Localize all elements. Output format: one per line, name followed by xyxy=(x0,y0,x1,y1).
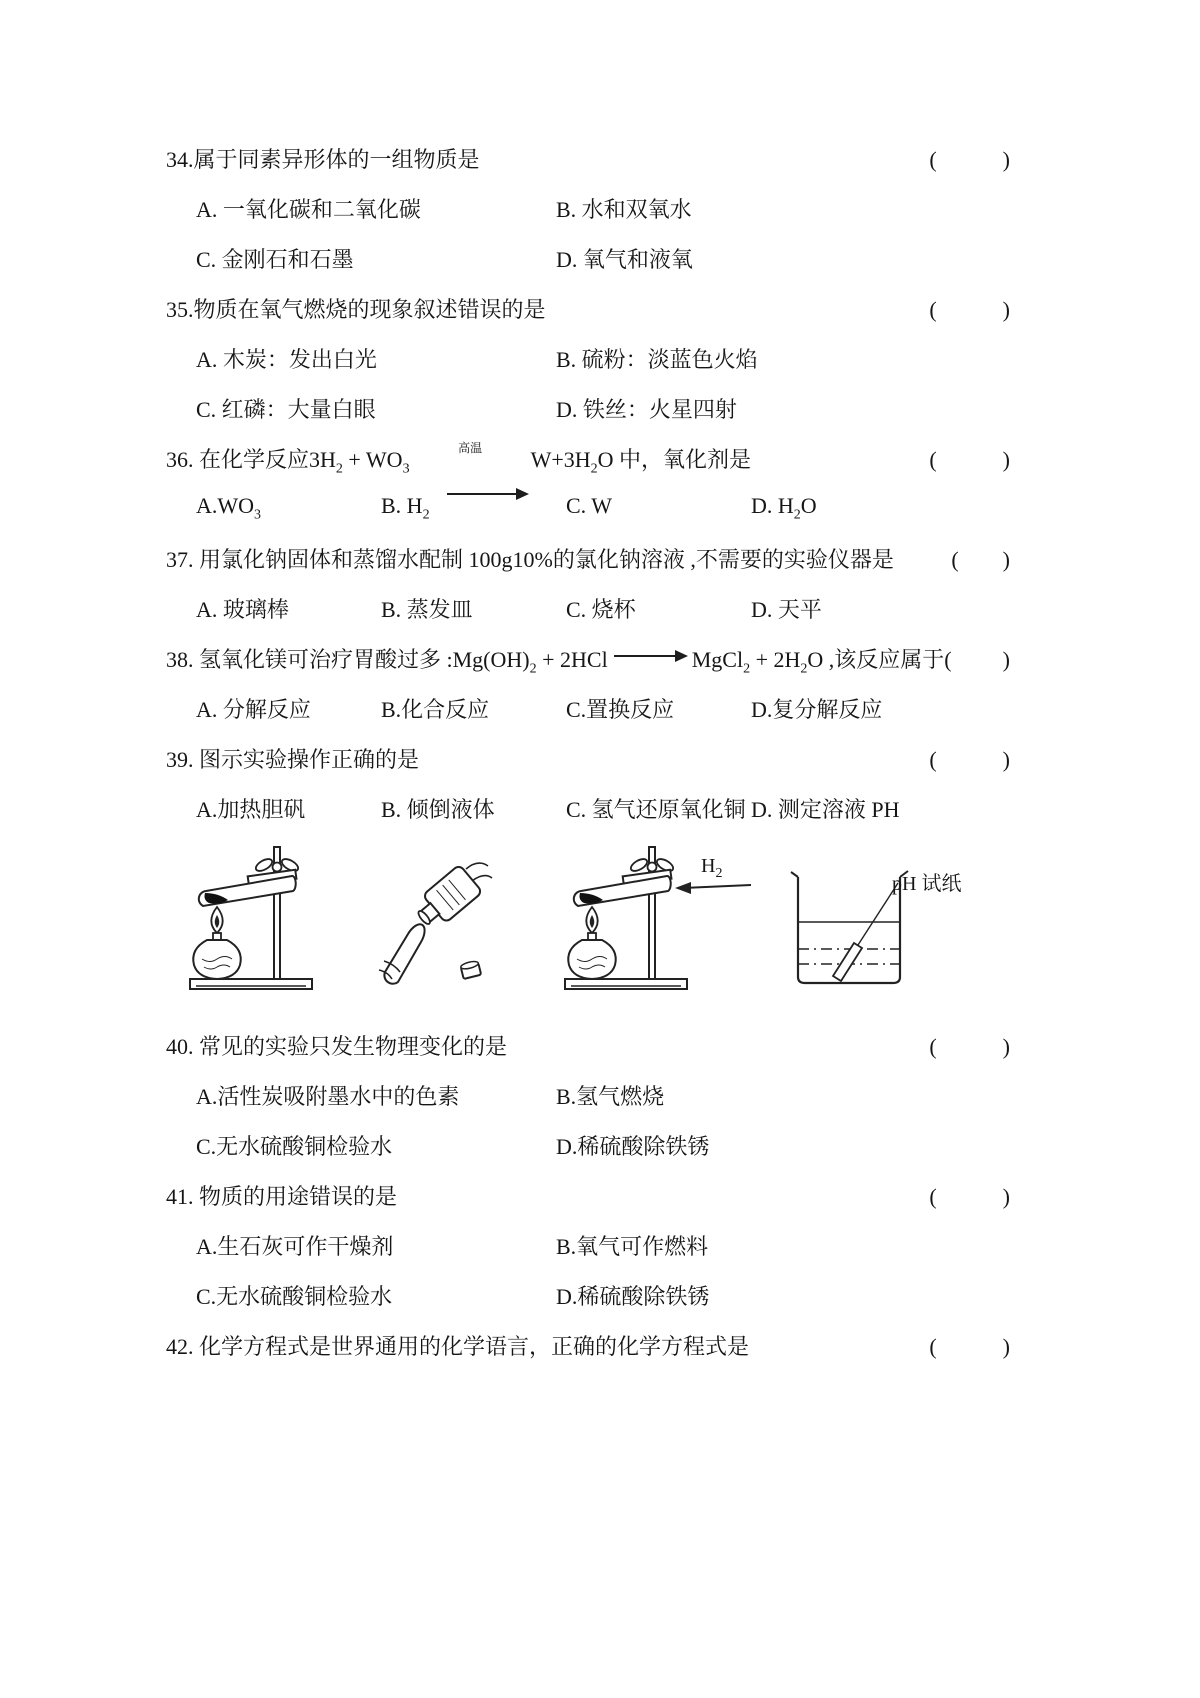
option-37-d: D. 天平 xyxy=(751,597,822,622)
question-39-figures xyxy=(166,843,1010,993)
question-40-options-row-1 xyxy=(166,1080,1010,1110)
question-36-stem-part2: 中，氧化剂是 xyxy=(613,447,752,472)
question-40-stem: 常见的实验只发生物理变化的是 xyxy=(193,1034,508,1059)
option-37-c: C. 烧杯 xyxy=(566,597,636,622)
question-36-formula-products: $W+3H_2O$ xyxy=(530,447,614,477)
answer-blank-38-close: ) xyxy=(1002,647,1010,672)
option-39-a: A.加热胆矾 xyxy=(196,797,306,822)
figure-ph-test xyxy=(776,843,962,993)
option-41-c: C.无水硫酸铜检验水 xyxy=(196,1284,393,1309)
option-40-d: D.稀硫酸除铁锈 xyxy=(556,1134,710,1159)
option-37-b: B. 蒸发皿 xyxy=(381,597,473,622)
question-39-stem: 图示实验操作正确的是 xyxy=(193,747,420,772)
answer-blank-39: ( ) xyxy=(929,747,1010,772)
figure-heating-tube xyxy=(176,843,336,993)
option-41-b: B.氧气可作燃料 xyxy=(556,1234,709,1259)
question-38-formula-products: MgCl$_2$ + $2H_2O$ xyxy=(691,647,824,677)
question-40-options-row-2 xyxy=(166,1130,1010,1160)
option-39-b: B. 倾倒液体 xyxy=(381,797,495,822)
question-35 xyxy=(166,293,1010,323)
option-40-a: A.活性炭吸附墨水中的色素 xyxy=(196,1084,460,1109)
question-36-formula-reactants: $3H_2 + WO_3$ xyxy=(309,447,410,477)
question-37 xyxy=(166,543,1010,573)
option-40-b: B.氢气燃烧 xyxy=(556,1084,665,1109)
answer-blank-35: ( ) xyxy=(929,297,1010,322)
question-37-stem: 用氯化钠固体和蒸馏水配制 100g10%的氯化钠溶液 ,不需要的实验仪器是 xyxy=(193,547,894,572)
h2-reduction-figure xyxy=(551,843,756,993)
option-38-d: D.复分解反应 xyxy=(751,697,883,722)
option-36-b: B. $H_2$ xyxy=(381,493,430,523)
question-41-options-row-1 xyxy=(166,1230,1010,1260)
question-38 xyxy=(166,643,1010,677)
option-38-a: A. 分解反应 xyxy=(196,697,311,722)
question-38-stem-part2: ,该反应属于( xyxy=(823,647,952,672)
option-34-c: C. 金刚石和石墨 xyxy=(196,247,354,272)
question-35-options-row-2 xyxy=(166,393,1010,423)
option-39-d: D. 测定溶液 PH xyxy=(751,797,900,822)
ph-paper-label: pH 试纸 xyxy=(892,873,962,895)
option-38-c: C.置换反应 xyxy=(566,697,675,722)
option-35-b: B. 硫粉：淡蓝色火焰 xyxy=(556,347,758,372)
question-34 xyxy=(166,143,1010,173)
option-36-c: C. W xyxy=(566,493,613,518)
question-35-number: 35. xyxy=(166,297,194,322)
ph-test-figure xyxy=(776,843,951,993)
option-36-d: D. $H_2O$ xyxy=(751,493,817,523)
question-41 xyxy=(166,1180,1010,1210)
option-37-a: A. 玻璃棒 xyxy=(196,597,289,622)
question-35-stem: 物质在氧气燃烧的现象叙述错误的是 xyxy=(193,297,546,322)
reaction-arrow-heated xyxy=(414,391,527,532)
option-41-d: D.稀硫酸除铁锈 xyxy=(556,1284,710,1309)
option-35-c: C. 红磷：大量白眼 xyxy=(196,397,376,422)
answer-blank-34: ( ) xyxy=(929,147,1010,172)
question-35-options-row-1 xyxy=(166,343,1010,373)
question-36-options-row xyxy=(166,493,1010,523)
question-42-stem: 化学方程式是世界通用的化学语言，正确的化学方程式是 xyxy=(193,1334,750,1359)
option-35-a: A. 木炭：发出白光 xyxy=(196,347,377,372)
question-42 xyxy=(166,1330,1010,1360)
question-34-options-row-1 xyxy=(166,193,1010,223)
h2-gas-label: $H_2$ xyxy=(701,855,723,881)
question-41-options-row-2 xyxy=(166,1280,1010,1310)
question-38-options-row xyxy=(166,693,1010,723)
answer-blank-40: ( ) xyxy=(929,1034,1010,1059)
answer-blank-37: ( ) xyxy=(951,547,1010,572)
question-39 xyxy=(166,743,1010,773)
question-39-options-row xyxy=(166,793,1010,823)
question-38-stem-part1: 氢氧化镁可治疗胃酸过多 : xyxy=(193,647,453,672)
option-40-c: C.无水硫酸铜检验水 xyxy=(196,1134,393,1159)
question-36-stem-part1: 在化学反应 xyxy=(193,447,310,472)
question-40-number: 40. xyxy=(166,1034,194,1059)
answer-blank-42: ( ) xyxy=(929,1334,1010,1359)
question-37-number: 37. xyxy=(166,547,194,572)
option-36-a: $A.WO_3$ xyxy=(196,493,262,523)
question-39-number: 39. xyxy=(166,747,194,772)
heating-apparatus-figure xyxy=(176,843,336,993)
figure-pouring-liquid xyxy=(366,843,516,993)
question-38-number: 38. xyxy=(166,647,194,672)
reaction-arrow-shaft xyxy=(447,493,527,495)
figure-h2-reduction xyxy=(551,843,756,993)
question-40 xyxy=(166,1030,1010,1060)
question-38-formula-reactants: $Mg(OH)_2 + 2HCl$ xyxy=(452,647,608,677)
option-39-c: C. 氢气还原氧化铜 xyxy=(566,797,746,822)
answer-blank-41: ( ) xyxy=(929,1184,1010,1209)
question-41-number: 41. xyxy=(166,1184,194,1209)
reaction-arrow-plain xyxy=(614,655,686,657)
option-38-b: B.化合反应 xyxy=(381,697,490,722)
answer-blank-36: ( ) xyxy=(929,447,1010,472)
option-41-a: A.生石灰可作干燥剂 xyxy=(196,1234,394,1259)
question-42-number: 42. xyxy=(166,1334,194,1359)
question-34-number: 34. xyxy=(166,147,194,172)
option-34-d: D. 氧气和液氧 xyxy=(556,247,693,272)
question-36-number: 36. xyxy=(166,447,194,472)
option-34-b: B. 水和双氧水 xyxy=(556,197,692,222)
question-36 xyxy=(166,440,1010,477)
option-34-a: A. 一氧化碳和二氧化碳 xyxy=(196,197,421,222)
question-41-stem: 物质的用途错误的是 xyxy=(193,1184,398,1209)
question-37-options-row xyxy=(166,593,1010,623)
pouring-liquid-figure xyxy=(366,843,516,993)
option-35-d: D. 铁丝：火星四射 xyxy=(556,397,737,422)
question-34-stem: 属于同素异形体的一组物质是 xyxy=(193,147,480,172)
reaction-condition-label: 高温 xyxy=(458,440,483,455)
question-34-options-row-2 xyxy=(166,243,1010,273)
